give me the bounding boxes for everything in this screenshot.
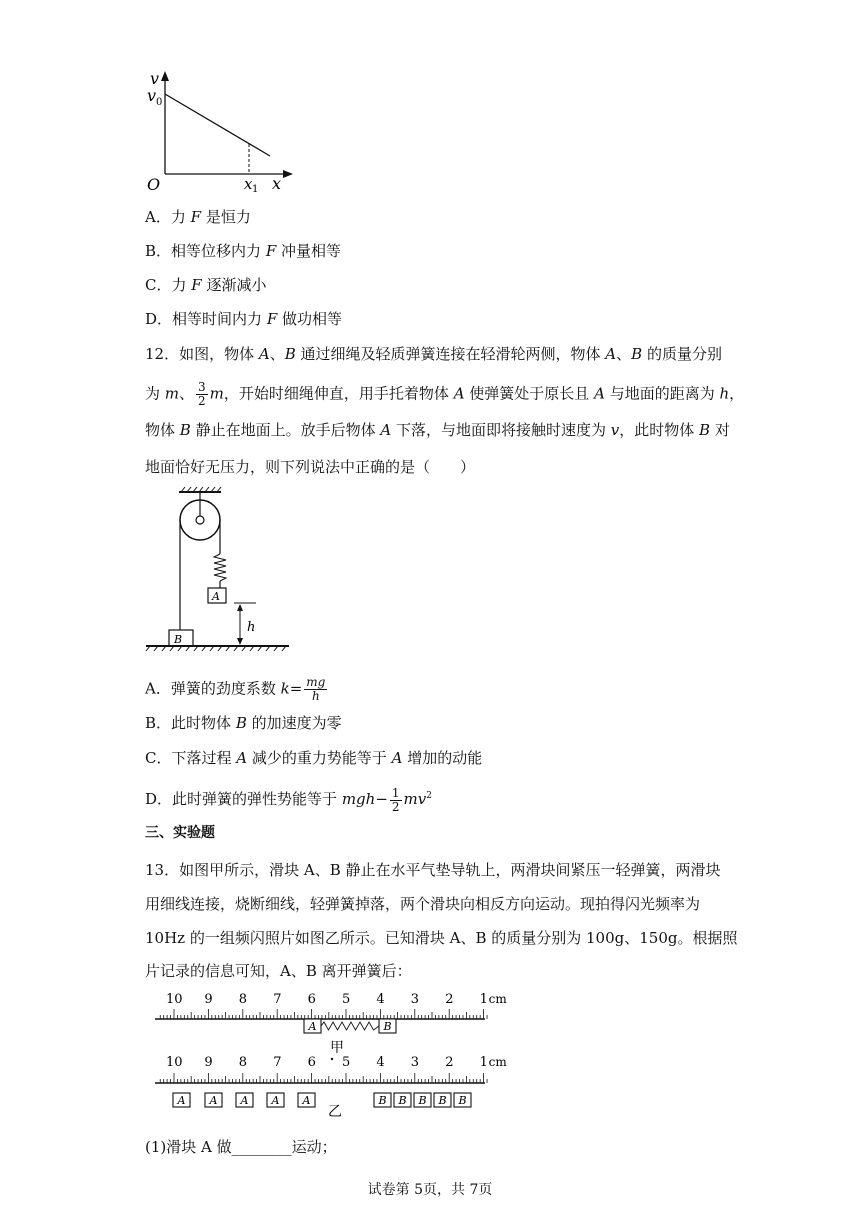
ruler-jia-tick-label: 7: [273, 992, 282, 1007]
yi-block-a-3-label: A: [240, 1094, 249, 1107]
page-footer: 试卷第 5页，共 7页: [367, 1182, 493, 1198]
block-b-label: B: [174, 633, 183, 646]
ruler-yi-tick-label: 2: [445, 1055, 454, 1070]
yi-block-a-5-label: A: [302, 1094, 311, 1107]
section-title: 三、实验题: [145, 825, 215, 841]
origin-label: O: [147, 175, 161, 192]
q12-option-b: B．此时物体 B 的加速度为零: [145, 714, 342, 732]
q12-option-d: D．此时弹簧的弹性势能等于 mgh− $\frac{1}{2}$ $mv^2$: [145, 785, 432, 814]
pulley-figure: [143, 484, 293, 656]
ruler-yi-tick-label: 6: [307, 1055, 316, 1070]
ruler-jia-tick-label: 3: [410, 992, 420, 1007]
velocity-graph: [140, 68, 300, 192]
yi-block-a-4-label: A: [271, 1094, 280, 1107]
jia-block-a-label: A: [308, 1020, 317, 1033]
height-label: h: [247, 620, 256, 635]
q13-line-4: 片记录的信息可知，A、B 离开弹簧后：: [145, 962, 412, 980]
q12-line-4: 地面恰好无压力，则下列说法中正确的是（ ）: [145, 458, 476, 476]
ruler-jia-tick-label: 10: [166, 992, 183, 1007]
ruler-jia-tick-label: 6: [307, 992, 316, 1007]
ruler-yi-tick-label: 9: [204, 1055, 213, 1070]
q11-option-a: A．力 F 是恒力: [145, 208, 251, 226]
q13-sub-1: (1)滑块 A 做________运动；: [145, 1138, 337, 1156]
jia-block-b-label: B: [383, 1020, 392, 1033]
half-fraction: $\frac{1}{2}$: [391, 785, 400, 814]
ruler-jia-tick-label: 5: [342, 992, 351, 1007]
block-a-label: A: [212, 590, 220, 603]
q12-line-1: 12．如图，物体 A、B 通过细绳及轻质弹簧连接在轻滑轮两侧，物体 A、B 的质量分别: [145, 345, 722, 363]
x1-label: x: [244, 175, 253, 192]
ruler-yi-tick-label: 4: [376, 1055, 385, 1070]
mass-fraction: $\frac{3}{2}$: [198, 380, 206, 408]
q12-line-3: 物体 B 静止在地面上。放手后物体 A 下落，与地面即将接触时速度为 v，此时物体 B 对: [145, 421, 730, 439]
y-axis-label: v: [150, 69, 160, 88]
label-yi: 乙: [328, 1104, 342, 1120]
ruler-yi-unit-label: cm: [488, 1055, 507, 1069]
yi-block-a-2-label: A: [209, 1094, 218, 1107]
q11-option-b: B．相等位移内力 F 冲量相等: [145, 242, 342, 260]
answer-blank[interactable]: ________: [231, 1138, 292, 1156]
ruler-yi-tick-label: 3: [410, 1055, 420, 1070]
q13-line-2: 用细线连接，烧断细线，轻弹簧掉落，两个滑块向相反方向运动。现拍得闪光频率为: [145, 895, 701, 913]
yi-block-a-1-label: A: [177, 1094, 186, 1107]
ruler-jia-tick-label: 4: [376, 992, 385, 1007]
strobe-ruler-figure: [150, 988, 520, 1120]
jia-spring: [321, 1022, 379, 1030]
ruler-jia-tick-label: 1: [479, 992, 488, 1007]
ruler-yi-tick-label: 5: [342, 1055, 351, 1070]
ruler-jia-tick-label: 9: [204, 992, 213, 1007]
x1-subscript: 1: [252, 184, 259, 192]
x-axis-label: x: [272, 174, 282, 192]
ruler-yi-tick-label: 1: [479, 1055, 488, 1070]
yi-block-b-4-label: B: [438, 1094, 447, 1107]
v0-subscript: 0: [156, 97, 163, 108]
ruler-yi-tick-label: 10: [166, 1055, 183, 1070]
q13-line-3: 10Hz 的一组频闪照片如图乙所示。已知滑块 A、B 的质量分别为 100g、150g。根据照: [145, 929, 738, 947]
q11-option-c: C．力 F 逐渐减小: [145, 276, 267, 294]
spring-constant-fraction: $\frac{mg}{h}$: [306, 675, 326, 703]
ruler-jia-tick-label: 8: [238, 992, 248, 1007]
q11-option-d: D．相等时间内力 F 做功相等: [145, 310, 343, 328]
label-jia: 甲: [330, 1040, 344, 1056]
q12-line-2: 为 m、 $\frac{3}{2}$ m，开始时细绳伸直，用手托着物体 A 使弹簧处于原长且 A 与地面的距离为 h，: [145, 380, 745, 408]
yi-block-b-1-label: B: [378, 1094, 387, 1107]
yi-block-b-5-label: B: [458, 1094, 467, 1107]
q12-option-c: C．下落过程 A 减少的重力势能等于 A 增加的动能: [145, 749, 483, 767]
jia-dot: [331, 1058, 333, 1060]
yi-block-b-3-label: B: [418, 1094, 427, 1107]
yi-block-b-2-label: B: [398, 1094, 407, 1107]
q12-option-a: A．弹簧的劲度系数 k= $\frac{mg}{h}$: [145, 675, 326, 703]
ruler-jia-unit-label: cm: [488, 992, 507, 1006]
v0-label: v: [147, 86, 157, 105]
ruler-jia-tick-label: 2: [445, 992, 454, 1007]
ruler-yi-tick-label: 7: [273, 1055, 282, 1070]
q13-line-1: 13．如图甲所示，滑块 A、B 静止在水平气垫导轨上，两滑块间紧压一轻弹簧，两滑块: [145, 861, 721, 879]
ruler-yi-tick-label: 8: [238, 1055, 248, 1070]
